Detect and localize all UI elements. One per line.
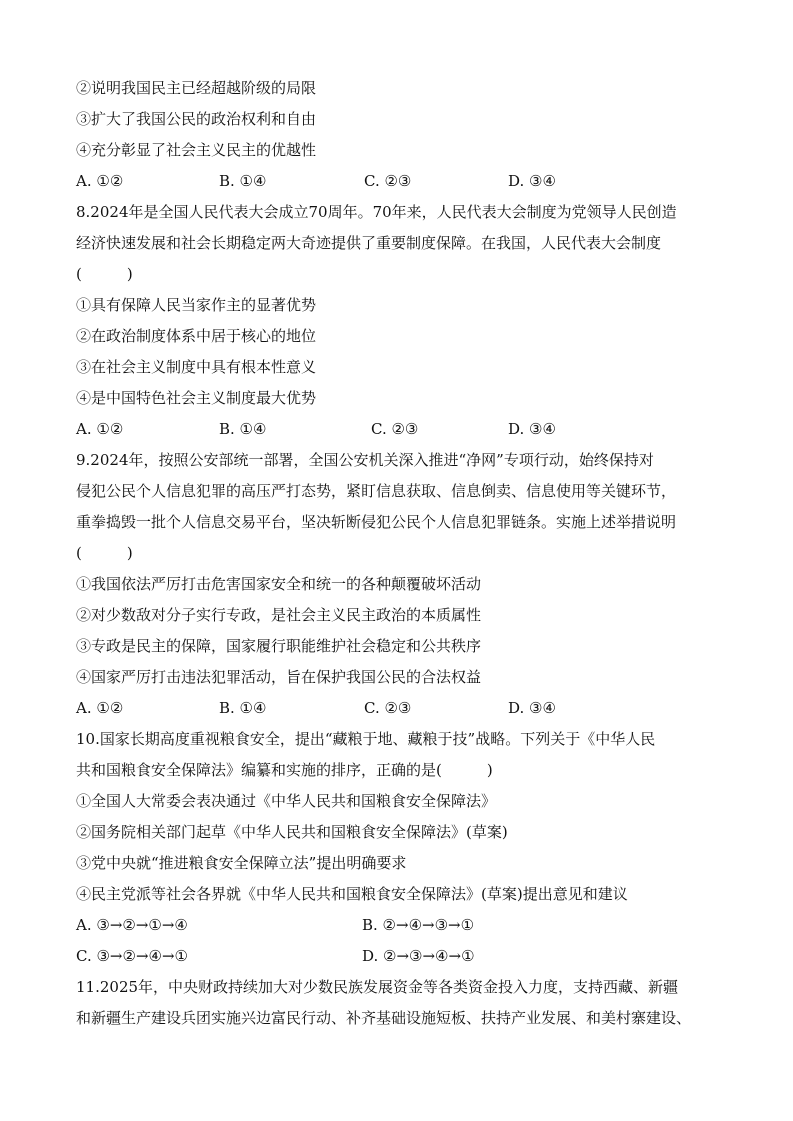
q9-option-c[interactable]: C. ②③ — [364, 699, 412, 717]
q7-option-d[interactable]: D. ③④ — [508, 172, 556, 190]
q11-stem-line-1: 11.2025年，中央财政持续加大对少数民族发展资金等各类资金投入力度，支持西藏、新疆 — [76, 978, 679, 996]
q8-answer-blank: ( ) — [76, 265, 133, 283]
q8-option-c[interactable]: C. ②③ — [371, 420, 419, 438]
q8-option-b[interactable]: B. ①④ — [219, 420, 267, 438]
q10-options-row-1 — [76, 910, 736, 941]
q8-item-3: ③在社会主义制度中具有根本性意义 — [76, 358, 317, 376]
question-10 — [76, 724, 736, 972]
q7-item-3: ③扩大了我国公民的政治权利和自由 — [76, 110, 317, 128]
q9-option-d[interactable]: D. ③④ — [508, 699, 556, 717]
q10-item-2: ②国务院相关部门起草《中华人民共和国粮食安全保障法》(草案) — [76, 823, 508, 841]
q9-option-b[interactable]: B. ①④ — [219, 699, 267, 717]
q7-option-c[interactable]: C. ②③ — [364, 172, 412, 190]
q10-option-a[interactable]: A. ③→②→①→④ — [76, 916, 188, 934]
q7-options — [76, 166, 736, 197]
q9-item-4: ④国家严厉打击违法犯罪活动，旨在保护我国公民的合法权益 — [76, 668, 482, 686]
q9-options — [76, 693, 736, 724]
q7-option-b[interactable]: B. ①④ — [219, 172, 267, 190]
q9-answer-blank: ( ) — [76, 544, 133, 562]
q10-option-b[interactable]: B. ②→④→③→① — [362, 916, 475, 934]
q8-item-1: ①具有保障人民当家作主的显著优势 — [76, 296, 317, 314]
q8-stem-line-2: 经济快速发展和社会长期稳定两大奇迹提供了重要制度保障。在我国，人民代表大会制度 — [76, 234, 662, 252]
q7-option-a[interactable]: A. ①② — [76, 172, 124, 190]
q7-item-4: ④充分彰显了社会主义民主的优越性 — [76, 141, 317, 159]
q10-stem-line-1: 10.国家长期高度重视粮食安全，提出“藏粮于地、藏粮于技”战略。下列关于《中华人民 — [76, 730, 656, 748]
q7-item-2: ②说明我国民主已经超越阶级的局限 — [76, 79, 317, 97]
q11-stem-line-2: 和新疆生产建设兵团实施兴边富民行动、补齐基础设施短板、扶持产业发展、和美村寨建设、 — [76, 1009, 692, 1027]
q8-stem-line-1: 8.2024年是全国人民代表大会成立70周年。70年来，人民代表大会制度为党领导人民创造 — [76, 203, 677, 221]
q8-option-d[interactable]: D. ③④ — [508, 420, 556, 438]
q9-item-2: ②对少数敌对分子实行专政，是社会主义民主政治的本质属性 — [76, 606, 482, 624]
q9-item-3: ③专政是民主的保障，国家履行职能维护社会稳定和公共秩序 — [76, 637, 482, 655]
q10-item-1: ①全国人大常委会表决通过《中华人民共和国粮食安全保障法》 — [76, 792, 497, 810]
q8-option-a[interactable]: A. ①② — [76, 420, 124, 438]
q10-item-4: ④民主党派等社会各界就《中华人民共和国粮食安全保障法》(草案)提出意见和建议 — [76, 885, 628, 903]
q9-option-a[interactable]: A. ①② — [76, 699, 124, 717]
q8-options — [76, 414, 736, 445]
q10-item-3: ③党中央就“推进粮食安全保障立法”提出明确要求 — [76, 854, 407, 872]
q10-option-d[interactable]: D. ②→③→④→① — [362, 947, 475, 965]
q8-item-4: ④是中国特色社会主义制度最大优势 — [76, 389, 317, 407]
question-8 — [76, 197, 736, 445]
q10-options-row-2 — [76, 941, 736, 972]
q9-item-1: ①我国依法严厉打击危害国家安全和统一的各种颠覆破坏活动 — [76, 575, 482, 593]
q10-stem-line-2: 共和国粮食安全保障法》编纂和实施的排序，正确的是( ) — [76, 761, 493, 779]
q8-item-2: ②在政治制度体系中居于核心的地位 — [76, 327, 317, 345]
q9-stem-line-3: 重拳捣毁一批个人信息交易平台，坚决斩断侵犯公民个人信息犯罪链条。实施上述举措说明 — [76, 513, 677, 531]
question-11 — [76, 972, 736, 1034]
question-9 — [76, 445, 736, 724]
question-7-tail — [76, 73, 736, 197]
q10-option-c[interactable]: C. ③→②→④→① — [76, 947, 188, 965]
q9-stem-line-2: 侵犯公民个人信息犯罪的高压严打态势，紧盯信息获取、信息倒卖、信息使用等关键环节， — [76, 482, 677, 500]
q9-stem-line-1: 9.2024年，按照公安部统一部署，全国公安机关深入推进“净网”专项行动，始终保持对 — [76, 451, 654, 469]
exam-page — [76, 73, 736, 1034]
